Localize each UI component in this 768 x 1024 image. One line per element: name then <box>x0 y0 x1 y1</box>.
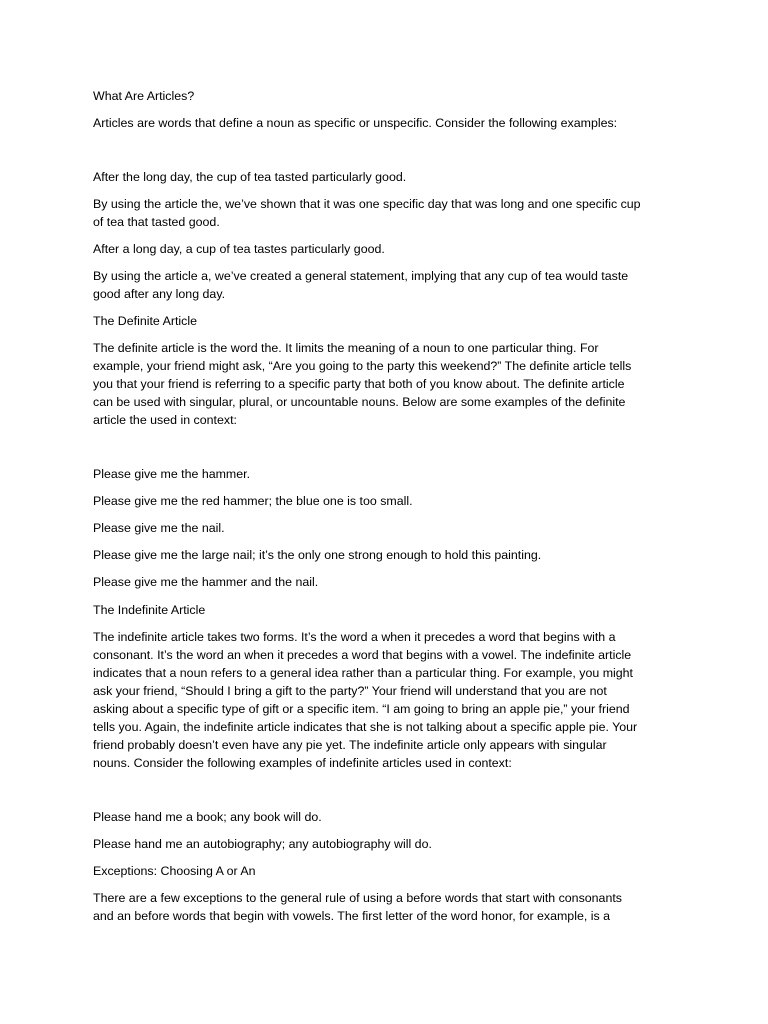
paragraph-indefinite-line-2: consonant. It’s the word an when it precedes a word that begins with a vowel. The indefinite article <box>93 648 632 662</box>
paragraph-the-line-1: By using the article the, we’ve shown that it was one specific day that was long and one specific cup <box>93 197 641 211</box>
paragraph-definite-line-4: can be used with singular, plural, or uncountable nouns. Below are some examples of the definite <box>93 395 626 409</box>
paragraph-indefinite-line-4: ask your friend, “Should I bring a gift to the party?” Your friend will understand that you are not <box>93 684 607 698</box>
paragraph-indefinite-line-8: nouns. Consider the following examples of indefinite articles used in context: <box>93 756 512 770</box>
example-sentence-a: After a long day, a cup of tea tastes particularly good. <box>93 242 385 256</box>
paragraph-definite-line-1: The definite article is the word the. It limits the meaning of a noun to one particular thing. For <box>93 341 599 355</box>
definite-example-2: Please give me the red hammer; the blue one is too small. <box>93 494 413 508</box>
heading-exceptions: Exceptions: Choosing A or An <box>93 864 256 878</box>
indefinite-example-1: Please hand me a book; any book will do. <box>93 810 322 824</box>
definite-example-5: Please give me the hammer and the nail. <box>93 575 319 589</box>
paragraph-definite-line-5: article the used in context: <box>93 413 237 427</box>
paragraph-definite-line-3: you that your friend is referring to a specific party that both of you know about. The definite article <box>93 377 625 391</box>
paragraph-definite-line-2: example, your friend might ask, “Are you going to the party this weekend?” The definite article tells <box>93 359 632 373</box>
paragraph-indefinite-line-7: friend probably doesn’t even have any pie yet. The indefinite article only appears with singular <box>93 738 607 752</box>
paragraph-a-line-2: good after any long day. <box>93 287 226 301</box>
paragraph-a-line-1: By using the article a, we’ve created a general statement, implying that any cup of tea would taste <box>93 269 629 283</box>
paragraph-exceptions-line-1: There are a few exceptions to the general rule of using a before words that start with consonants <box>93 891 622 905</box>
intro-paragraph: Articles are words that define a noun as specific or unspecific. Consider the following examples: <box>93 116 618 130</box>
paragraph-indefinite-line-3: indicates that a noun refers to a general idea rather than a particular thing. For example, you might <box>93 666 633 680</box>
document-title: What Are Articles? <box>93 89 195 103</box>
definite-example-3: Please give me the nail. <box>93 521 225 535</box>
paragraph-the-line-2: of tea that tasted good. <box>93 215 220 229</box>
definite-example-1: Please give me the hammer. <box>93 467 251 481</box>
definite-example-4: Please give me the large nail; it’s the only one strong enough to hold this painting. <box>93 548 542 562</box>
example-sentence-the: After the long day, the cup of tea tasted particularly good. <box>93 170 407 184</box>
heading-indefinite-article: The Indefinite Article <box>93 603 206 617</box>
heading-definite-article: The Definite Article <box>93 314 197 328</box>
indefinite-example-2: Please hand me an autobiography; any autobiography will do. <box>93 837 432 851</box>
paragraph-indefinite-line-1: The indefinite article takes two forms. It’s the word a when it precedes a word that begins with a <box>93 630 616 644</box>
paragraph-indefinite-line-6: tells you. Again, the indefinite article indicates that she is not talking about a specific apple pie. Your <box>93 720 638 734</box>
paragraph-indefinite-line-5: asking about a specific type of gift or a specific item. “I am going to bring an apple pie,” your friend <box>93 702 630 716</box>
paragraph-exceptions-line-2: and an before words that begin with vowels. The first letter of the word honor, for example, is a <box>93 909 611 923</box>
